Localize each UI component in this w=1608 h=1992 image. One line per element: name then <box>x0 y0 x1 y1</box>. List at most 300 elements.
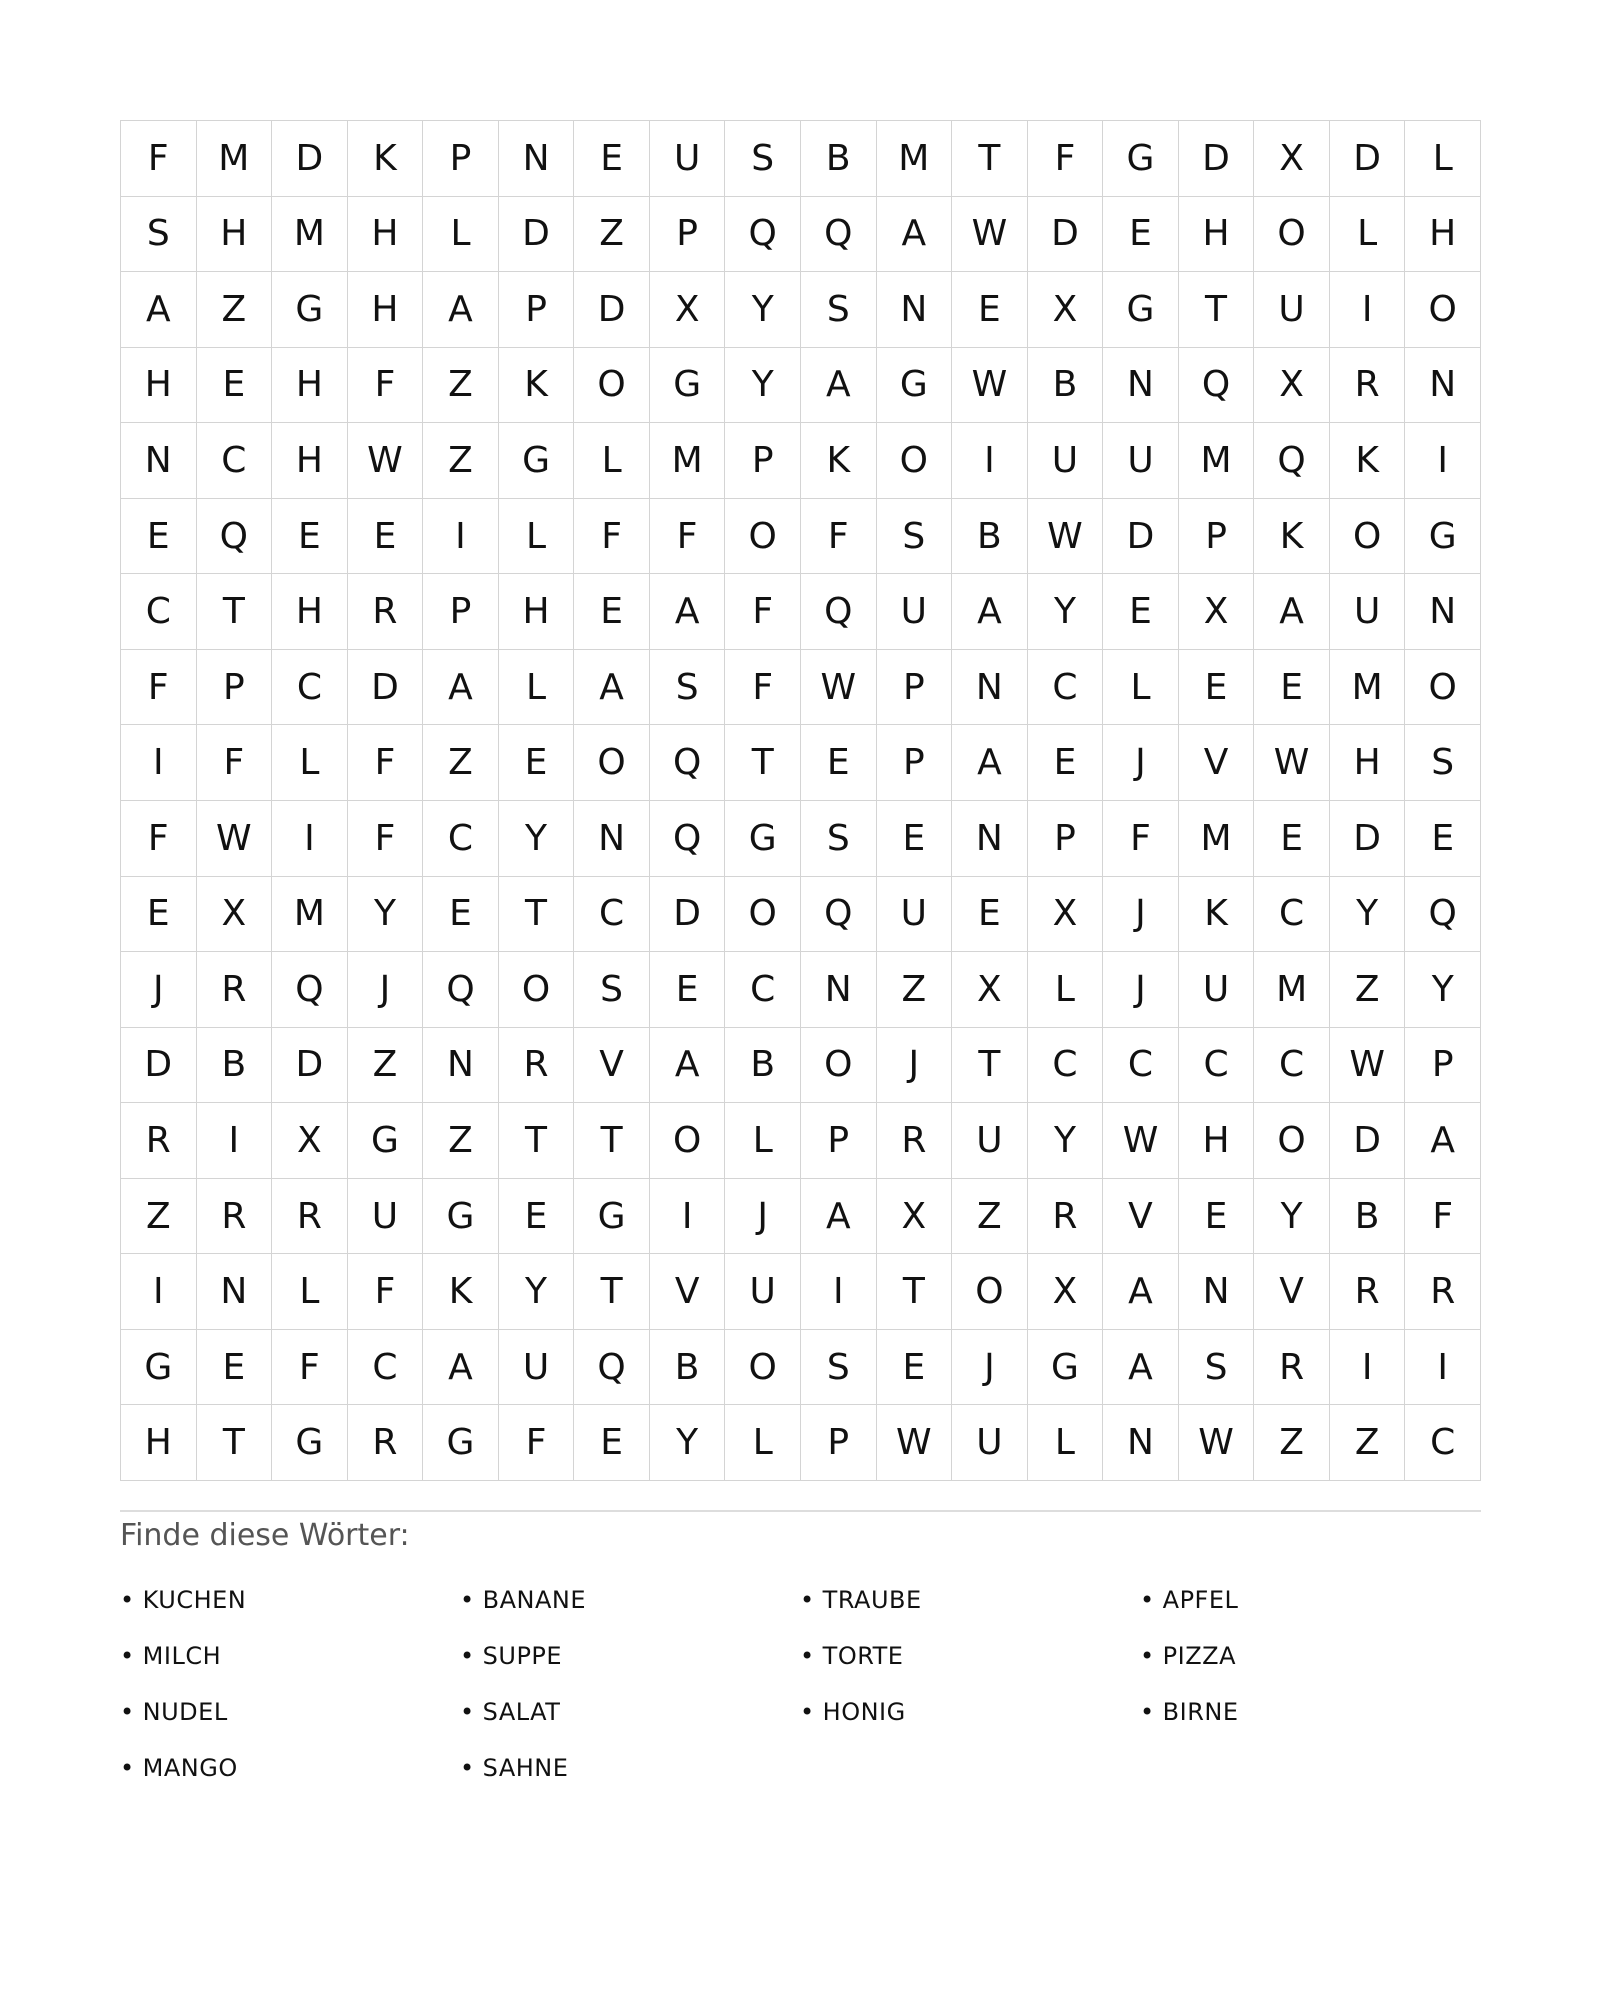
grid-cell[interactable]: C <box>121 574 197 650</box>
grid-cell[interactable]: G <box>725 801 801 877</box>
grid-cell[interactable]: U <box>952 1405 1028 1481</box>
grid-cell[interactable]: A <box>1254 574 1330 650</box>
grid-cell[interactable]: T <box>952 1028 1028 1104</box>
grid-cell[interactable]: Z <box>1330 1405 1406 1481</box>
grid-cell[interactable]: X <box>952 952 1028 1028</box>
grid-cell[interactable]: C <box>725 952 801 1028</box>
grid-cell[interactable]: W <box>348 423 424 499</box>
grid-cell[interactable]: A <box>121 272 197 348</box>
grid-cell[interactable]: F <box>499 1405 575 1481</box>
grid-cell[interactable]: E <box>1103 197 1179 273</box>
grid-cell[interactable]: N <box>423 1028 499 1104</box>
grid-cell[interactable]: N <box>574 801 650 877</box>
grid-cell[interactable]: F <box>121 650 197 726</box>
grid-cell[interactable]: G <box>650 348 726 424</box>
grid-cell[interactable]: E <box>1405 801 1481 877</box>
grid-cell[interactable]: I <box>121 1254 197 1330</box>
grid-cell[interactable]: U <box>952 1103 1028 1179</box>
grid-cell[interactable]: O <box>1254 197 1330 273</box>
grid-cell[interactable]: C <box>1254 1028 1330 1104</box>
grid-cell[interactable]: W <box>1028 499 1104 575</box>
grid-cell[interactable]: D <box>1330 1103 1406 1179</box>
grid-cell[interactable]: C <box>1254 877 1330 953</box>
grid-cell[interactable]: J <box>1103 725 1179 801</box>
grid-cell[interactable]: X <box>1028 1254 1104 1330</box>
grid-cell[interactable]: W <box>801 650 877 726</box>
grid-cell[interactable]: P <box>877 725 953 801</box>
grid-cell[interactable]: Y <box>1254 1179 1330 1255</box>
grid-cell[interactable]: H <box>499 574 575 650</box>
grid-cell[interactable]: H <box>121 348 197 424</box>
grid-cell[interactable]: P <box>650 197 726 273</box>
grid-cell[interactable]: U <box>1254 272 1330 348</box>
grid-cell[interactable]: O <box>1405 272 1481 348</box>
grid-cell[interactable]: F <box>121 121 197 197</box>
grid-cell[interactable]: N <box>1405 348 1481 424</box>
grid-cell[interactable]: U <box>348 1179 424 1255</box>
grid-cell[interactable]: E <box>121 877 197 953</box>
grid-cell[interactable]: H <box>272 423 348 499</box>
grid-cell[interactable]: O <box>952 1254 1028 1330</box>
grid-cell[interactable]: M <box>1254 952 1330 1028</box>
grid-cell[interactable]: L <box>499 650 575 726</box>
grid-cell[interactable]: Y <box>348 877 424 953</box>
grid-cell[interactable]: E <box>574 574 650 650</box>
grid-cell[interactable]: G <box>121 1330 197 1406</box>
grid-cell[interactable]: H <box>348 197 424 273</box>
grid-cell[interactable]: O <box>574 348 650 424</box>
grid-cell[interactable]: G <box>423 1179 499 1255</box>
grid-cell[interactable]: X <box>650 272 726 348</box>
grid-cell[interactable]: G <box>1405 499 1481 575</box>
grid-cell[interactable]: P <box>801 1103 877 1179</box>
grid-cell[interactable]: V <box>650 1254 726 1330</box>
grid-cell[interactable]: N <box>197 1254 273 1330</box>
grid-cell[interactable]: C <box>574 877 650 953</box>
grid-cell[interactable]: W <box>952 348 1028 424</box>
grid-cell[interactable]: V <box>1254 1254 1330 1330</box>
grid-cell[interactable]: E <box>1028 725 1104 801</box>
grid-cell[interactable]: L <box>1330 197 1406 273</box>
grid-cell[interactable]: F <box>574 499 650 575</box>
grid-cell[interactable]: H <box>1179 1103 1255 1179</box>
grid-cell[interactable]: M <box>272 197 348 273</box>
grid-cell[interactable]: S <box>877 499 953 575</box>
grid-cell[interactable]: D <box>650 877 726 953</box>
grid-cell[interactable]: E <box>499 1179 575 1255</box>
grid-cell[interactable]: G <box>348 1103 424 1179</box>
grid-cell[interactable]: H <box>272 348 348 424</box>
grid-cell[interactable]: O <box>877 423 953 499</box>
grid-cell[interactable]: E <box>197 1330 273 1406</box>
grid-cell[interactable]: L <box>725 1103 801 1179</box>
grid-cell[interactable]: D <box>1330 801 1406 877</box>
grid-cell[interactable]: Z <box>877 952 953 1028</box>
grid-cell[interactable]: A <box>650 574 726 650</box>
grid-cell[interactable]: I <box>801 1254 877 1330</box>
grid-cell[interactable]: A <box>952 725 1028 801</box>
grid-cell[interactable]: H <box>1179 197 1255 273</box>
grid-cell[interactable]: F <box>725 574 801 650</box>
grid-cell[interactable]: B <box>197 1028 273 1104</box>
grid-cell[interactable]: R <box>1405 1254 1481 1330</box>
grid-cell[interactable]: Q <box>725 197 801 273</box>
grid-cell[interactable]: S <box>801 801 877 877</box>
grid-cell[interactable]: Q <box>197 499 273 575</box>
grid-cell[interactable]: X <box>197 877 273 953</box>
grid-cell[interactable]: D <box>1330 121 1406 197</box>
grid-cell[interactable]: C <box>272 650 348 726</box>
grid-cell[interactable]: F <box>348 801 424 877</box>
grid-cell[interactable]: Z <box>121 1179 197 1255</box>
grid-cell[interactable]: A <box>650 1028 726 1104</box>
grid-cell[interactable]: Q <box>801 574 877 650</box>
grid-cell[interactable]: T <box>952 121 1028 197</box>
grid-cell[interactable]: D <box>272 1028 348 1104</box>
grid-cell[interactable]: A <box>952 574 1028 650</box>
grid-cell[interactable]: U <box>877 877 953 953</box>
grid-cell[interactable]: I <box>423 499 499 575</box>
grid-cell[interactable]: C <box>1028 650 1104 726</box>
grid-cell[interactable]: L <box>1028 952 1104 1028</box>
grid-cell[interactable]: O <box>1254 1103 1330 1179</box>
grid-cell[interactable]: R <box>197 952 273 1028</box>
grid-cell[interactable]: Q <box>1405 877 1481 953</box>
grid-cell[interactable]: F <box>1103 801 1179 877</box>
grid-cell[interactable]: R <box>272 1179 348 1255</box>
grid-cell[interactable]: Z <box>952 1179 1028 1255</box>
grid-cell[interactable]: B <box>801 121 877 197</box>
grid-cell[interactable]: G <box>272 1405 348 1481</box>
grid-cell[interactable]: M <box>1179 423 1255 499</box>
grid-cell[interactable]: C <box>197 423 273 499</box>
grid-cell[interactable]: I <box>650 1179 726 1255</box>
grid-cell[interactable]: H <box>348 272 424 348</box>
grid-cell[interactable]: J <box>877 1028 953 1104</box>
grid-cell[interactable]: Y <box>725 348 801 424</box>
grid-cell[interactable]: E <box>952 877 1028 953</box>
grid-cell[interactable]: L <box>499 499 575 575</box>
grid-cell[interactable]: C <box>423 801 499 877</box>
grid-cell[interactable]: L <box>725 1405 801 1481</box>
grid-cell[interactable]: G <box>574 1179 650 1255</box>
grid-cell[interactable]: O <box>725 499 801 575</box>
grid-cell[interactable]: S <box>801 272 877 348</box>
grid-cell[interactable]: Y <box>1405 952 1481 1028</box>
grid-cell[interactable]: M <box>1330 650 1406 726</box>
grid-cell[interactable]: G <box>1028 1330 1104 1406</box>
grid-cell[interactable]: T <box>725 725 801 801</box>
grid-cell[interactable]: E <box>1254 650 1330 726</box>
grid-cell[interactable]: X <box>1179 574 1255 650</box>
grid-cell[interactable]: S <box>801 1330 877 1406</box>
grid-cell[interactable]: P <box>423 121 499 197</box>
grid-cell[interactable]: V <box>574 1028 650 1104</box>
grid-cell[interactable]: N <box>1405 574 1481 650</box>
grid-cell[interactable]: D <box>574 272 650 348</box>
grid-cell[interactable]: F <box>1028 121 1104 197</box>
grid-cell[interactable]: E <box>1103 574 1179 650</box>
grid-cell[interactable]: X <box>1254 121 1330 197</box>
grid-cell[interactable]: N <box>877 272 953 348</box>
grid-cell[interactable]: Z <box>574 197 650 273</box>
grid-cell[interactable]: B <box>1028 348 1104 424</box>
grid-cell[interactable]: O <box>1330 499 1406 575</box>
grid-cell[interactable]: N <box>1179 1254 1255 1330</box>
grid-cell[interactable]: X <box>1254 348 1330 424</box>
grid-cell[interactable]: W <box>1179 1405 1255 1481</box>
grid-cell[interactable]: F <box>272 1330 348 1406</box>
grid-cell[interactable]: Q <box>272 952 348 1028</box>
grid-cell[interactable]: S <box>1179 1330 1255 1406</box>
grid-cell[interactable]: S <box>1405 725 1481 801</box>
grid-cell[interactable]: E <box>197 348 273 424</box>
grid-cell[interactable]: D <box>499 197 575 273</box>
grid-cell[interactable]: J <box>952 1330 1028 1406</box>
grid-cell[interactable]: O <box>725 877 801 953</box>
grid-cell[interactable]: T <box>197 1405 273 1481</box>
grid-cell[interactable]: I <box>121 725 197 801</box>
grid-cell[interactable]: C <box>1028 1028 1104 1104</box>
grid-cell[interactable]: R <box>1254 1330 1330 1406</box>
grid-cell[interactable]: T <box>877 1254 953 1330</box>
grid-cell[interactable]: R <box>1330 348 1406 424</box>
grid-cell[interactable]: C <box>1405 1405 1481 1481</box>
grid-cell[interactable]: R <box>348 1405 424 1481</box>
grid-cell[interactable]: Y <box>1028 1103 1104 1179</box>
grid-cell[interactable]: Z <box>423 348 499 424</box>
grid-cell[interactable]: Q <box>801 877 877 953</box>
grid-cell[interactable]: L <box>574 423 650 499</box>
grid-cell[interactable]: P <box>499 272 575 348</box>
grid-cell[interactable]: I <box>1405 1330 1481 1406</box>
grid-cell[interactable]: Y <box>1028 574 1104 650</box>
grid-cell[interactable]: Z <box>423 1103 499 1179</box>
grid-cell[interactable]: S <box>574 952 650 1028</box>
grid-cell[interactable]: N <box>801 952 877 1028</box>
grid-cell[interactable]: B <box>952 499 1028 575</box>
grid-cell[interactable]: U <box>877 574 953 650</box>
grid-cell[interactable]: N <box>499 121 575 197</box>
grid-cell[interactable]: L <box>1405 121 1481 197</box>
grid-cell[interactable]: E <box>272 499 348 575</box>
grid-cell[interactable]: A <box>423 272 499 348</box>
grid-cell[interactable]: V <box>1103 1179 1179 1255</box>
grid-cell[interactable]: O <box>725 1330 801 1406</box>
grid-cell[interactable]: Q <box>801 197 877 273</box>
grid-cell[interactable]: H <box>272 574 348 650</box>
grid-cell[interactable]: Q <box>1254 423 1330 499</box>
grid-cell[interactable]: E <box>877 1330 953 1406</box>
grid-cell[interactable]: I <box>1330 272 1406 348</box>
grid-cell[interactable]: U <box>650 121 726 197</box>
grid-cell[interactable]: E <box>121 499 197 575</box>
grid-cell[interactable]: G <box>1103 272 1179 348</box>
grid-cell[interactable]: A <box>423 650 499 726</box>
grid-cell[interactable]: G <box>499 423 575 499</box>
grid-cell[interactable]: X <box>272 1103 348 1179</box>
grid-cell[interactable]: Y <box>650 1405 726 1481</box>
grid-cell[interactable]: F <box>197 725 273 801</box>
grid-cell[interactable]: K <box>1254 499 1330 575</box>
grid-cell[interactable]: Q <box>423 952 499 1028</box>
grid-cell[interactable]: W <box>952 197 1028 273</box>
grid-cell[interactable]: P <box>877 650 953 726</box>
grid-cell[interactable]: W <box>197 801 273 877</box>
grid-cell[interactable]: L <box>1028 1405 1104 1481</box>
grid-cell[interactable]: H <box>121 1405 197 1481</box>
grid-cell[interactable]: U <box>1103 423 1179 499</box>
grid-cell[interactable]: D <box>1028 197 1104 273</box>
grid-cell[interactable]: Y <box>499 801 575 877</box>
grid-cell[interactable]: Z <box>197 272 273 348</box>
grid-cell[interactable]: B <box>725 1028 801 1104</box>
grid-cell[interactable]: C <box>348 1330 424 1406</box>
grid-cell[interactable]: U <box>725 1254 801 1330</box>
grid-cell[interactable]: F <box>725 650 801 726</box>
grid-cell[interactable]: P <box>801 1405 877 1481</box>
grid-cell[interactable]: P <box>1405 1028 1481 1104</box>
grid-cell[interactable]: D <box>121 1028 197 1104</box>
grid-cell[interactable]: A <box>801 1179 877 1255</box>
grid-cell[interactable]: M <box>877 121 953 197</box>
grid-cell[interactable]: T <box>197 574 273 650</box>
grid-cell[interactable]: E <box>801 725 877 801</box>
grid-cell[interactable]: M <box>1179 801 1255 877</box>
grid-cell[interactable]: D <box>1179 121 1255 197</box>
grid-cell[interactable]: A <box>423 1330 499 1406</box>
grid-cell[interactable]: I <box>1330 1330 1406 1406</box>
grid-cell[interactable]: U <box>1330 574 1406 650</box>
grid-cell[interactable]: P <box>1028 801 1104 877</box>
grid-cell[interactable]: J <box>725 1179 801 1255</box>
grid-cell[interactable]: W <box>877 1405 953 1481</box>
grid-cell[interactable]: O <box>574 725 650 801</box>
grid-cell[interactable]: Y <box>1330 877 1406 953</box>
grid-cell[interactable]: E <box>1179 1179 1255 1255</box>
grid-cell[interactable]: S <box>725 121 801 197</box>
grid-cell[interactable]: K <box>1179 877 1255 953</box>
grid-cell[interactable]: R <box>499 1028 575 1104</box>
grid-cell[interactable]: L <box>423 197 499 273</box>
grid-cell[interactable]: J <box>348 952 424 1028</box>
grid-cell[interactable]: E <box>423 877 499 953</box>
grid-cell[interactable]: N <box>1103 348 1179 424</box>
grid-cell[interactable]: V <box>1179 725 1255 801</box>
grid-cell[interactable]: G <box>272 272 348 348</box>
grid-cell[interactable]: W <box>1330 1028 1406 1104</box>
grid-cell[interactable]: F <box>650 499 726 575</box>
grid-cell[interactable]: G <box>877 348 953 424</box>
grid-cell[interactable]: T <box>499 1103 575 1179</box>
grid-cell[interactable]: A <box>1405 1103 1481 1179</box>
grid-cell[interactable]: A <box>1103 1254 1179 1330</box>
grid-cell[interactable]: F <box>121 801 197 877</box>
grid-cell[interactable]: X <box>1028 877 1104 953</box>
grid-cell[interactable]: Z <box>423 725 499 801</box>
grid-cell[interactable]: F <box>1405 1179 1481 1255</box>
grid-cell[interactable]: K <box>1330 423 1406 499</box>
grid-cell[interactable]: R <box>877 1103 953 1179</box>
grid-cell[interactable]: L <box>272 725 348 801</box>
grid-cell[interactable]: K <box>348 121 424 197</box>
grid-cell[interactable]: E <box>574 1405 650 1481</box>
grid-cell[interactable]: M <box>272 877 348 953</box>
grid-cell[interactable]: L <box>1103 650 1179 726</box>
grid-cell[interactable]: U <box>1028 423 1104 499</box>
grid-cell[interactable]: E <box>952 272 1028 348</box>
grid-cell[interactable]: R <box>1028 1179 1104 1255</box>
grid-cell[interactable]: O <box>499 952 575 1028</box>
grid-cell[interactable]: O <box>1405 650 1481 726</box>
grid-cell[interactable]: T <box>499 877 575 953</box>
grid-cell[interactable]: O <box>650 1103 726 1179</box>
grid-cell[interactable]: Q <box>574 1330 650 1406</box>
grid-cell[interactable]: A <box>1103 1330 1179 1406</box>
grid-cell[interactable]: Q <box>650 801 726 877</box>
grid-cell[interactable]: X <box>1028 272 1104 348</box>
grid-cell[interactable]: M <box>650 423 726 499</box>
grid-cell[interactable]: A <box>801 348 877 424</box>
grid-cell[interactable]: W <box>1103 1103 1179 1179</box>
grid-cell[interactable]: I <box>197 1103 273 1179</box>
grid-cell[interactable]: H <box>1330 725 1406 801</box>
grid-cell[interactable]: N <box>121 423 197 499</box>
grid-cell[interactable]: D <box>272 121 348 197</box>
grid-cell[interactable]: Z <box>1330 952 1406 1028</box>
grid-cell[interactable]: R <box>121 1103 197 1179</box>
grid-cell[interactable]: R <box>348 574 424 650</box>
grid-cell[interactable]: H <box>197 197 273 273</box>
grid-cell[interactable]: A <box>574 650 650 726</box>
grid-cell[interactable]: F <box>348 1254 424 1330</box>
grid-cell[interactable]: N <box>952 801 1028 877</box>
grid-cell[interactable]: U <box>499 1330 575 1406</box>
grid-cell[interactable]: T <box>1179 272 1255 348</box>
grid-cell[interactable]: E <box>650 952 726 1028</box>
grid-cell[interactable]: F <box>348 725 424 801</box>
grid-cell[interactable]: P <box>725 423 801 499</box>
grid-cell[interactable]: Z <box>1254 1405 1330 1481</box>
grid-cell[interactable]: J <box>121 952 197 1028</box>
grid-cell[interactable]: U <box>1179 952 1255 1028</box>
grid-cell[interactable]: E <box>574 121 650 197</box>
grid-cell[interactable]: X <box>877 1179 953 1255</box>
grid-cell[interactable]: K <box>801 423 877 499</box>
grid-cell[interactable]: J <box>1103 877 1179 953</box>
grid-cell[interactable]: Z <box>423 423 499 499</box>
grid-cell[interactable]: S <box>650 650 726 726</box>
grid-cell[interactable]: B <box>650 1330 726 1406</box>
grid-cell[interactable]: I <box>272 801 348 877</box>
grid-cell[interactable]: Y <box>725 272 801 348</box>
grid-cell[interactable]: M <box>197 121 273 197</box>
grid-cell[interactable]: K <box>499 348 575 424</box>
grid-cell[interactable]: R <box>1330 1254 1406 1330</box>
grid-cell[interactable]: C <box>1179 1028 1255 1104</box>
grid-cell[interactable]: I <box>952 423 1028 499</box>
grid-cell[interactable]: E <box>499 725 575 801</box>
grid-cell[interactable]: F <box>801 499 877 575</box>
grid-cell[interactable]: S <box>121 197 197 273</box>
grid-cell[interactable]: N <box>1103 1405 1179 1481</box>
grid-cell[interactable]: E <box>877 801 953 877</box>
grid-cell[interactable]: P <box>1179 499 1255 575</box>
grid-cell[interactable]: P <box>197 650 273 726</box>
grid-cell[interactable]: F <box>348 348 424 424</box>
grid-cell[interactable]: T <box>574 1254 650 1330</box>
grid-cell[interactable]: B <box>1330 1179 1406 1255</box>
